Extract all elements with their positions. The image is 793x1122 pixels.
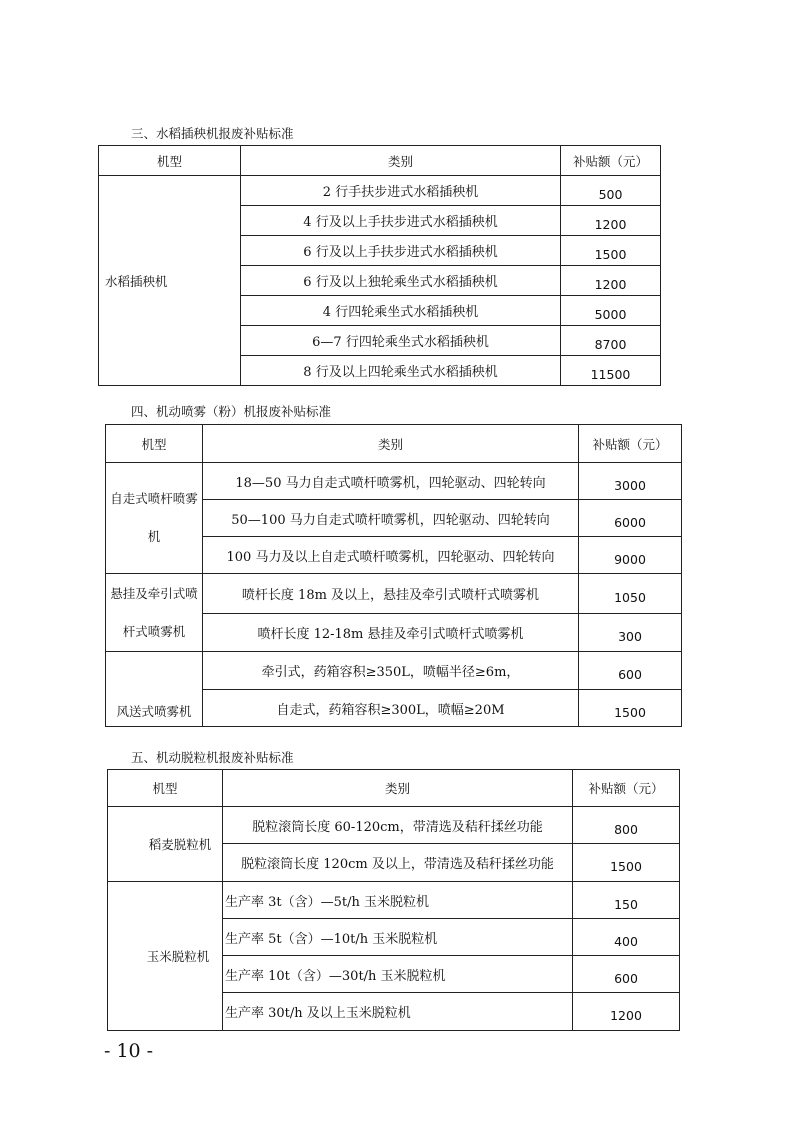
category-cell: 4 行及以上手扶步进式水稻插秧机: [241, 206, 561, 236]
category-cell: 6 行及以上手扶步进式水稻插秧机: [241, 236, 561, 266]
thresher-table: [107, 769, 680, 1031]
group-air-blast-sprayer: 风送式喷雾机: [106, 652, 203, 727]
amount-cell: 1200: [573, 993, 680, 1031]
header-category: 类别: [241, 146, 561, 176]
rice-transplanter-table: [98, 145, 661, 386]
amount-cell: 1200: [561, 266, 661, 296]
amount-cell: 8700: [561, 326, 661, 356]
header-category: 类别: [223, 770, 573, 807]
amount-cell: 1500: [573, 844, 680, 882]
section-3-title: 三、水稻插秧机报废补贴标准: [131, 126, 294, 141]
group-mounted-trailed-boom-sprayer: 悬挂及牵引式喷杆式喷雾机: [106, 574, 203, 652]
category-cell: 100 马力及以上自走式喷杆喷雾机，四轮驱动、四轮转向: [203, 537, 579, 574]
amount-cell: 600: [579, 652, 682, 690]
header-amount: 补贴额（元）: [561, 146, 661, 176]
amount-cell: 1050: [579, 574, 682, 614]
amount-cell: 3000: [579, 463, 682, 500]
amount-cell: 400: [573, 919, 680, 956]
header-model: 机型: [106, 425, 203, 463]
group-self-propelled-boom-sprayer: 自走式喷杆喷雾机: [106, 463, 203, 574]
category-cell: 18—50 马力自走式喷杆喷雾机，四轮驱动、四轮转向: [203, 463, 579, 500]
amount-cell: 1500: [561, 236, 661, 266]
category-cell: 喷杆长度 18m 及以上，悬挂及牵引式喷杆式喷雾机: [203, 574, 579, 614]
page-number: - 10 -: [104, 1040, 154, 1062]
category-cell: 喷杆长度 12-18m 悬挂及牵引式喷杆式喷雾机: [203, 614, 579, 652]
amount-cell: 11500: [561, 356, 661, 386]
category-cell: 4 行四轮乘坐式水稻插秧机: [241, 296, 561, 326]
amount-cell: 150: [573, 882, 680, 919]
category-cell: 脱粒滚筒长度 120cm 及以上，带清选及秸秆揉丝功能: [223, 844, 573, 882]
category-cell: 8 行及以上四轮乘坐式水稻插秧机: [241, 356, 561, 386]
category-cell: 6—7 行四轮乘坐式水稻插秧机: [241, 326, 561, 356]
group-rice-wheat-thresher: 稻麦脱粒机: [108, 807, 223, 882]
header-model: 机型: [99, 146, 241, 176]
group-rice-transplanter: 水稻插秧机: [99, 176, 241, 386]
amount-cell: 5000: [561, 296, 661, 326]
category-cell: 生产率 10t（含）—30t/h 玉米脱粒机: [223, 956, 573, 993]
group-corn-sheller: 玉米脱粒机: [108, 882, 223, 1031]
amount-cell: 6000: [579, 500, 682, 537]
sprayer-table: [105, 424, 682, 727]
section-4-title: 四、机动喷雾（粉）机报废补贴标准: [131, 404, 332, 419]
header-amount: 补贴额（元）: [573, 770, 680, 807]
header-model: 机型: [108, 770, 223, 807]
category-cell: 生产率 5t（含）—10t/h 玉米脱粒机: [223, 919, 573, 956]
category-cell: 50—100 马力自走式喷杆喷雾机，四轮驱动、四轮转向: [203, 500, 579, 537]
category-cell: 牵引式，药箱容积≥350L，喷幅半径≥6m，: [203, 652, 579, 690]
category-cell: 6 行及以上独轮乘坐式水稻插秧机: [241, 266, 561, 296]
header-amount: 补贴额（元）: [579, 425, 682, 463]
amount-cell: 1200: [561, 206, 661, 236]
category-cell: 2 行手扶步进式水稻插秧机: [241, 176, 561, 206]
category-cell: 脱粒滚筒长度 60-120cm，带清选及秸秆揉丝功能: [223, 807, 573, 844]
amount-cell: 300: [579, 614, 682, 652]
amount-cell: 500: [561, 176, 661, 206]
category-cell: 生产率 3t（含）—5t/h 玉米脱粒机: [223, 882, 573, 919]
amount-cell: 1500: [579, 690, 682, 727]
section-5-title: 五、机动脱粒机报废补贴标准: [131, 750, 294, 765]
amount-cell: 800: [573, 807, 680, 844]
amount-cell: 9000: [579, 537, 682, 574]
category-cell: 生产率 30t/h 及以上玉米脱粒机: [223, 993, 573, 1031]
category-cell: 自走式，药箱容积≥300L，喷幅≥20M: [203, 690, 579, 727]
amount-cell: 600: [573, 956, 680, 993]
header-category: 类别: [203, 425, 579, 463]
